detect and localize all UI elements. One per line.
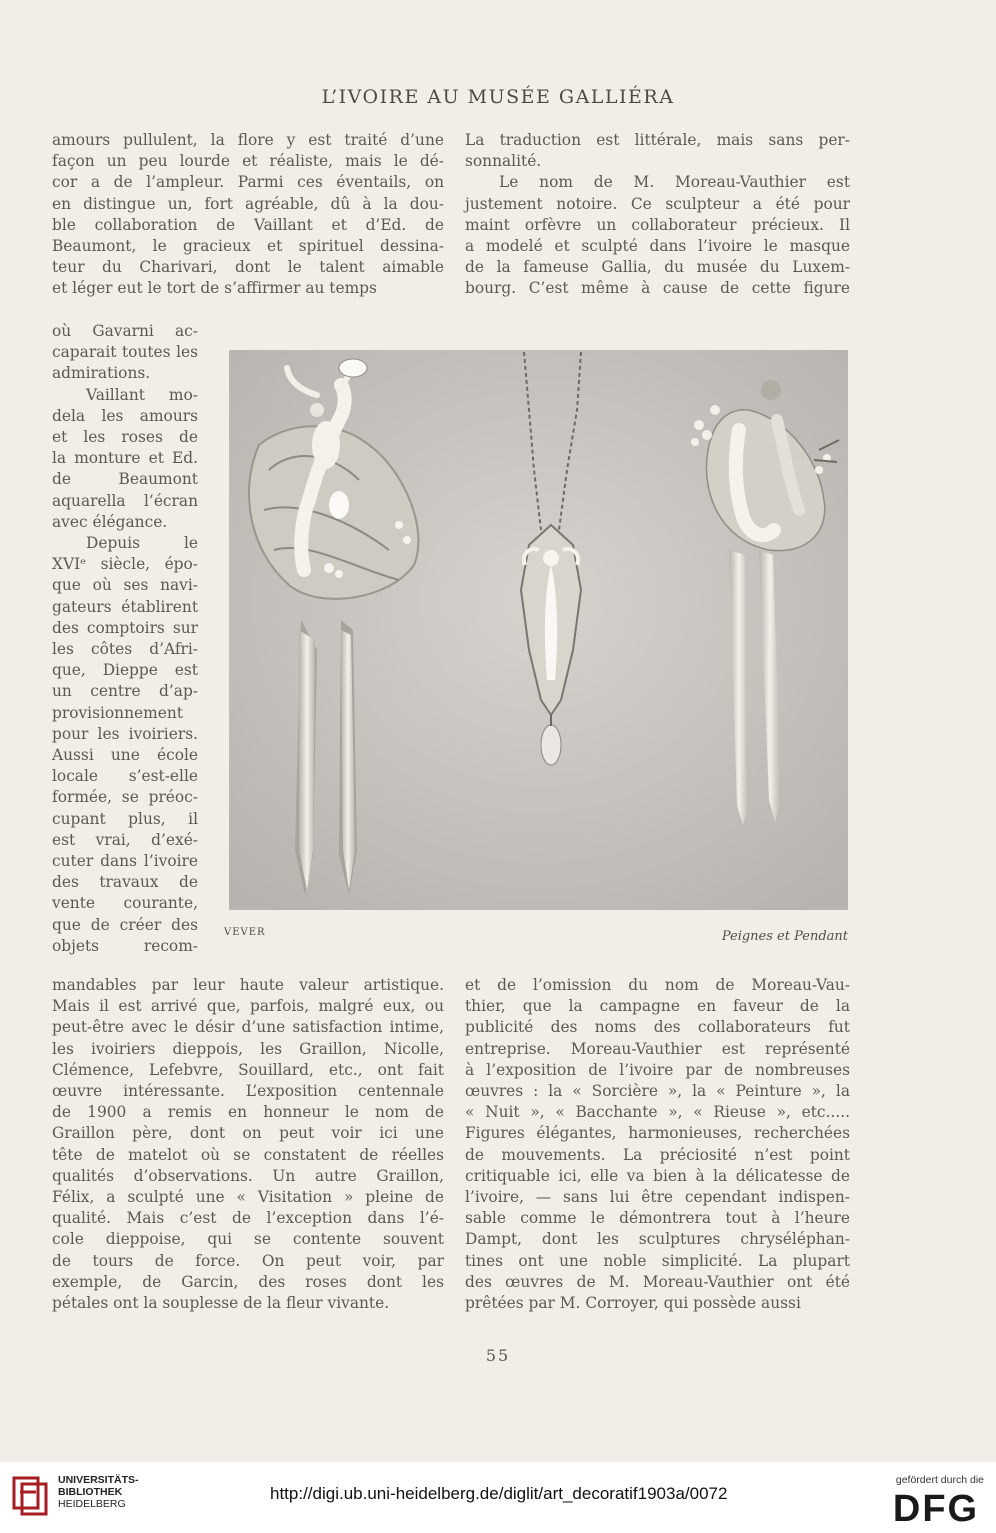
text-line: avec élégance.	[52, 512, 168, 531]
text-line: Le nom de M. Moreau-Vauthier est	[499, 173, 850, 192]
combs-pendant-illustration	[229, 350, 848, 910]
text-line: cole dieppoise, qui se contente souvent	[52, 1230, 444, 1249]
digitization-footer	[0, 1462, 996, 1533]
figure-credit: VEVER	[224, 927, 266, 938]
text-line: caparait toutes les	[52, 343, 198, 362]
text-line: formée, se préoc-	[52, 788, 198, 807]
text-line: XVIᵉ siècle, épo-	[52, 555, 198, 574]
text-column-left-bottom	[52, 975, 444, 1314]
library-line-1: UNIVERSITÄTS-	[58, 1474, 139, 1486]
text-line: Clémence, Lefebvre, Souillard, etc., ont fait	[52, 1060, 444, 1079]
text-line: en distingue un, fort agréable, dû à la dou-	[52, 194, 444, 213]
text-line: aquarella l’écran	[52, 491, 198, 510]
text-line: Dampt, dont les sculptures chryséléphan-	[465, 1230, 850, 1249]
text-line: tines ont une noble simplicité. La plupart	[465, 1251, 850, 1270]
text-line: des travaux de	[52, 873, 198, 892]
text-line: de 1900 a remis en honneur le nom de	[52, 1103, 444, 1122]
text-line: est vrai, d’exé-	[52, 830, 198, 849]
text-line: locale s’est-elle	[52, 767, 198, 786]
text-line: de mouvements. La préciosité n’est point	[465, 1145, 850, 1164]
text-line: des comptoirs sur	[52, 618, 198, 637]
text-line: œuvre intéressante. L’exposition centennale	[52, 1082, 444, 1101]
text-line: qualité. Mais c’est de l’exception dans l’é-	[52, 1209, 444, 1228]
text-line: Mais il est arrivé que, parfois, malgré eux, ou	[52, 997, 444, 1016]
text-line: peut-être avec le désir d’une satisfaction intime,	[52, 1018, 444, 1037]
text-line: et les roses de	[52, 428, 198, 447]
photo-plate-combs-and-pendant	[229, 350, 848, 910]
running-title: L’IVOIRE AU MUSÉE GALLIÉRA	[321, 86, 675, 108]
text-line: gateurs établirent	[52, 597, 198, 616]
text-line: vente courante,	[52, 894, 198, 913]
text-line: thier, que la campagne en faveur de la	[465, 997, 850, 1016]
text-line: un centre d’ap-	[52, 682, 198, 701]
text-line: où Gavarni ac-	[52, 322, 198, 340]
text-line: façon un peu lourde et réaliste, mais le dé-	[52, 152, 444, 171]
funded-by-label: gefördert durch die	[895, 1474, 984, 1486]
text-line: Depuis le	[86, 534, 198, 553]
text-line: de tours de force. On peut voir, par	[52, 1251, 444, 1270]
text-line: Beaumont, le gracieux et spirituel dessina-	[52, 237, 444, 256]
text-line: sonnalité.	[465, 152, 542, 171]
text-line: et de l’omission du nom de Moreau-Vau-	[465, 976, 850, 994]
page-number: 55	[485, 1346, 511, 1365]
text-line: provisionnement	[52, 703, 183, 722]
text-line: Figures élégantes, harmonieuses, recherchées	[465, 1124, 850, 1143]
text-line: la monture et Ed.	[52, 449, 198, 468]
text-line: que de créer des	[52, 915, 198, 934]
text-column-right-top	[465, 130, 850, 300]
text-line: de la fameuse Gallia, du musée du Luxem-	[465, 258, 850, 277]
library-name	[58, 1474, 139, 1510]
text-line: qualités d’observations. Un autre Graillon,	[52, 1166, 444, 1185]
text-line: l’ivoire, — sans lui être cependant indispen-	[465, 1188, 850, 1207]
library-logo-icon	[10, 1474, 50, 1518]
figure-caption: Peignes et Pendant	[721, 929, 848, 944]
text-column-left-top	[52, 130, 444, 300]
text-line: publicité des noms des collaborateurs fut	[465, 1018, 850, 1037]
text-line: Félix, a sculpté une « Visitation » pleine de	[52, 1188, 444, 1207]
library-line-3: HEIDELBERG	[58, 1498, 126, 1510]
text-line: teur du Charivari, dont le talent aimable	[52, 258, 444, 277]
text-line: a modelé et sculpté dans l’ivoire le masque	[465, 237, 850, 256]
text-line: à l’exposition de l’ivoire par de nombreuses	[465, 1060, 850, 1079]
text-line: Vaillant mo-	[86, 385, 198, 404]
text-line: dela les amours	[52, 406, 198, 425]
text-line: exemple, de Garcin, des roses dont les	[52, 1272, 444, 1291]
text-line: admirations.	[52, 364, 151, 383]
dfg-logo-icon	[888, 1489, 984, 1525]
text-line: Aussi une école	[52, 746, 198, 765]
text-line: entreprise. Moreau-Vauthier est représenté	[465, 1039, 850, 1058]
library-line-2: BIBLIOTHEK	[58, 1486, 123, 1498]
text-line: mandables par leur haute valeur artistique.	[52, 976, 444, 994]
text-column-left-narrow	[52, 321, 198, 957]
text-line: des œuvres de M. Moreau-Vauthier ont été	[465, 1272, 850, 1291]
text-line: amours pullulent, la flore y est traité d’une	[52, 131, 444, 149]
text-line: cor a de l’ampleur. Parmi ces éventails, on	[52, 173, 444, 192]
text-line: que, Dieppe est	[52, 661, 198, 680]
text-line: les côtes d’Afri-	[52, 640, 198, 659]
text-line: tête de matelot où se constatent de réelles	[52, 1145, 444, 1164]
text-line: les ivoiriers dieppois, les Graillon, Nicolle,	[52, 1039, 444, 1058]
text-line: ble collaboration de Vaillant et d’Ed. de	[52, 215, 444, 234]
text-line: pétales ont la souplesse de la fleur vivante.	[52, 1294, 390, 1313]
text-line: œuvres : la « Sorcière », la « Peinture », la	[465, 1082, 850, 1101]
dfg-logo-text: DFG	[892, 1489, 980, 1525]
text-line: critiquable ici, elle va bien à la délicatesse de	[465, 1166, 850, 1185]
text-line: bourg. C’est même à cause de cette figure	[465, 279, 850, 298]
text-line: justement notoire. Ce sculpteur a été pour	[465, 194, 850, 213]
text-line: prêtées par M. Corroyer, qui possède aussi	[465, 1294, 801, 1313]
text-line: La traduction est littérale, mais sans per-	[465, 131, 850, 149]
text-line: que où ses navi-	[52, 576, 198, 595]
text-line: cuter dans l’ivoire	[52, 852, 198, 871]
text-line: de Beaumont	[52, 470, 198, 489]
text-line: maint orfèvre un collaborateur précieux. Il	[465, 215, 850, 234]
text-line: objets recom-	[52, 936, 198, 955]
text-line: sable comme le démontrera tout à l’heure	[465, 1209, 850, 1228]
text-line: et léger eut le tort de s’affirmer au temps	[52, 279, 377, 298]
text-column-right-bottom	[465, 975, 850, 1314]
text-line: cupant plus, il	[52, 809, 198, 828]
text-line: pour les ivoiriers.	[52, 724, 198, 743]
text-line: « Nuit », « Bacchante », « Rieuse », etc.....	[465, 1103, 850, 1122]
text-line: Graillon père, dont on peut voir ici une	[52, 1124, 444, 1143]
permalink-url[interactable]: http://digi.ub.uni-heidelberg.de/diglit/art_decoratif1903a/0072	[270, 1484, 728, 1503]
